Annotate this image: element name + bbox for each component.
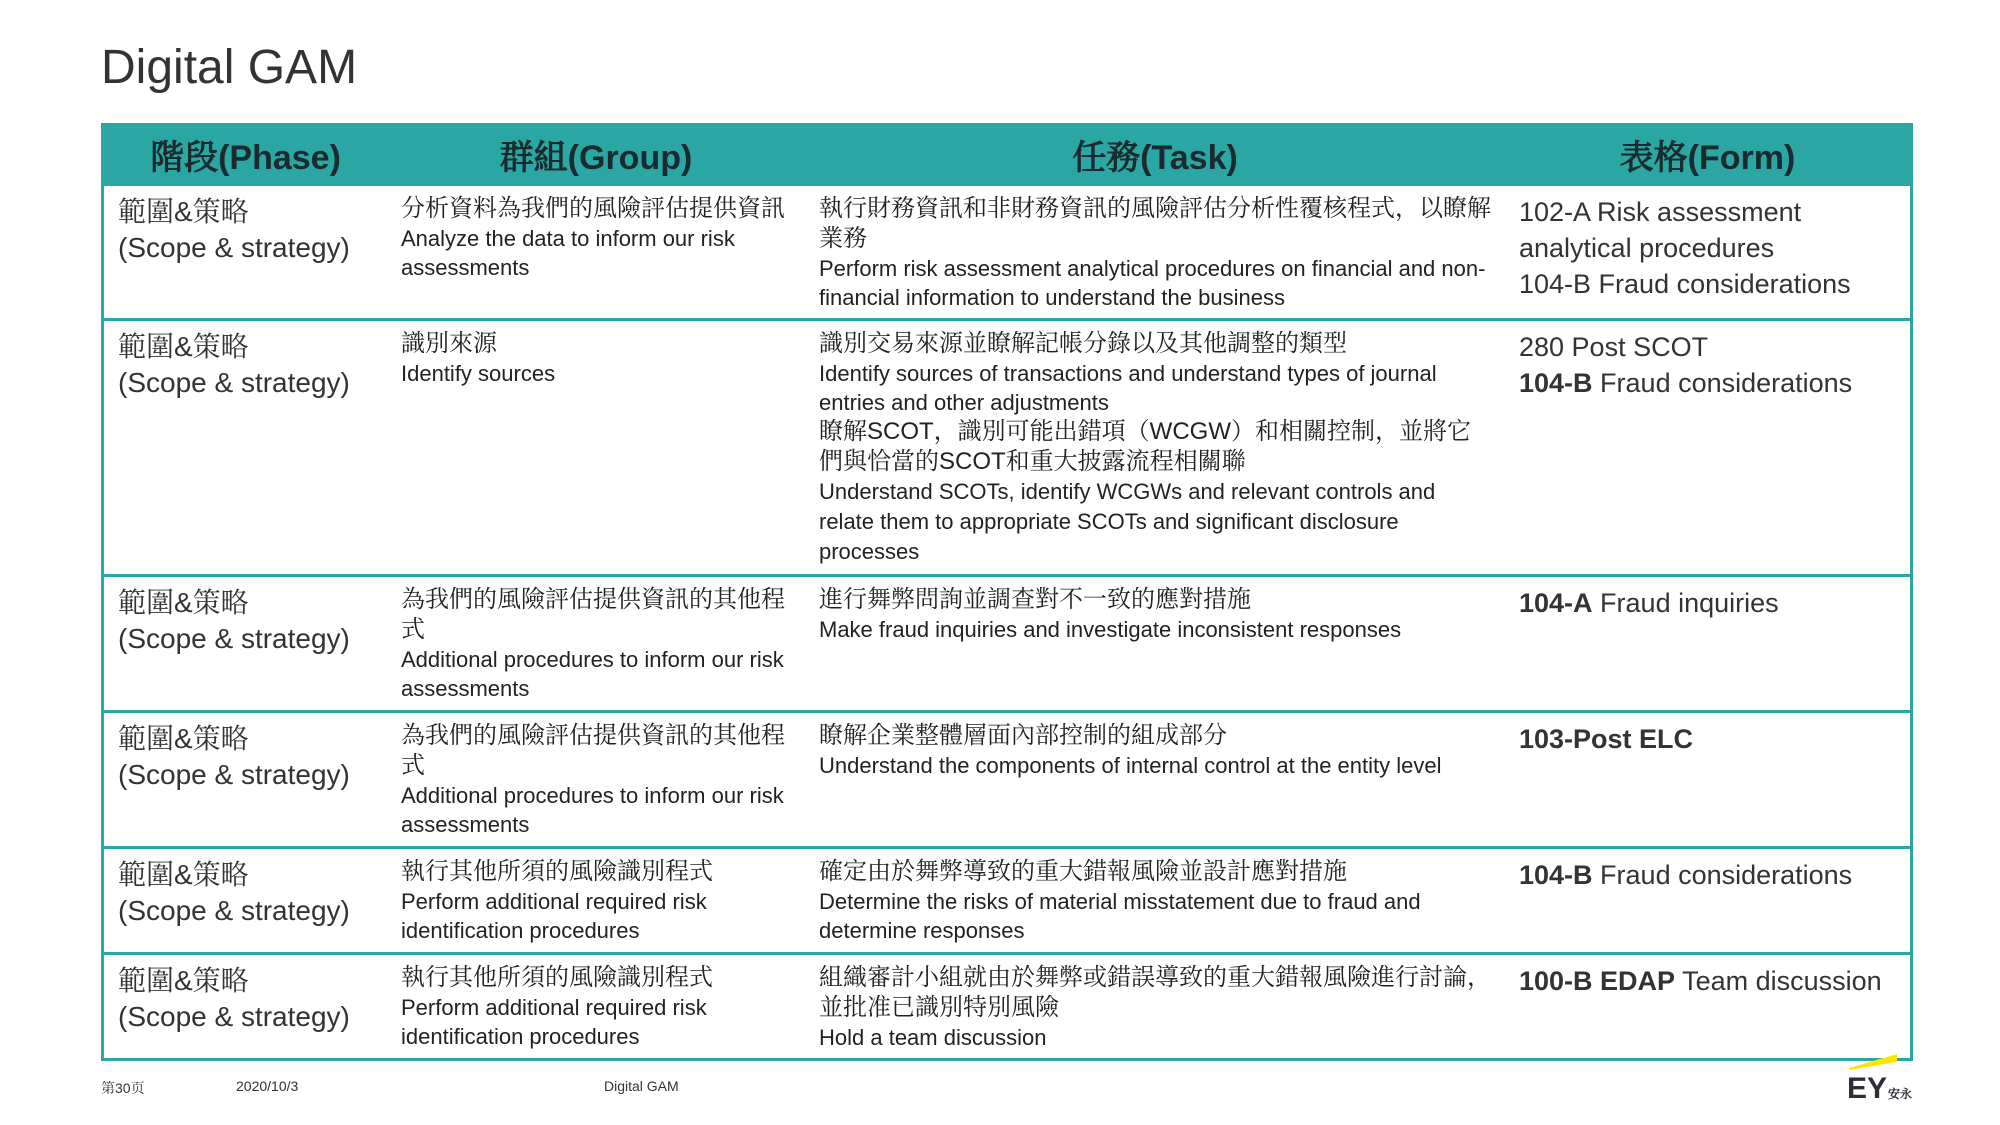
phase-en: (Scope & strategy) <box>118 367 350 398</box>
phase-cell <box>104 186 387 320</box>
task-en: Understand the components of internal control at the entity level <box>819 753 1442 778</box>
group-zh: 為我們的風險評估提供資訊的其他程式 <box>401 722 785 779</box>
phase-cell <box>104 848 387 954</box>
group-zh: 執行其他所須的風險識別程式 <box>401 858 713 885</box>
task-zh: 瞭解企業整體層面內部控制的組成部分 <box>819 722 1227 749</box>
table-row <box>104 186 1910 320</box>
form-line <box>1519 963 1896 999</box>
phase-zh: 範圍&策略 <box>118 723 249 754</box>
task-cell <box>805 186 1505 320</box>
ey-logo-beam <box>1849 1054 1897 1070</box>
phase-zh: 範圍&策略 <box>118 859 249 890</box>
phase-cell <box>104 320 387 576</box>
form-text: Team discussion <box>1675 966 1882 996</box>
form-code: 104-B <box>1519 860 1593 890</box>
ey-logo <box>1845 1052 1915 1102</box>
group-zh: 分析資料為我們的風險評估提供資訊 <box>401 195 785 222</box>
phase-cell <box>104 576 387 712</box>
form-line <box>1519 365 1896 401</box>
task-zh: 識別交易來源並瞭解記帳分錄以及其他調整的類型 <box>819 330 1347 357</box>
form-text: Fraud inquiries <box>1592 588 1779 618</box>
phase-en: (Scope & strategy) <box>118 232 350 263</box>
ey-logo-icon <box>1845 1052 1915 1102</box>
footer-page-number: 第30页 <box>101 1080 145 1096</box>
phase-zh: 範圍&策略 <box>118 196 249 227</box>
form-cell <box>1505 954 1910 1059</box>
form-text: Fraud considerations <box>1592 368 1853 398</box>
phase-cell <box>104 954 387 1059</box>
form-text: Fraud considerations <box>1592 860 1853 890</box>
group-cell <box>387 712 805 848</box>
footer-date: 2020/10/3 <box>236 1078 299 1094</box>
task-cell <box>805 848 1505 954</box>
group-zh: 識別來源 <box>401 330 497 357</box>
group-zh: 為我們的風險評估提供資訊的其他程式 <box>401 586 785 643</box>
task-zh: 瞭解SCOT，識別可能出錯項（WCGW）和相關控制，並將它們與恰當的SCOT和重大披露流程相關聯 <box>819 418 1471 475</box>
task-en: Understand SCOTs, identify WCGWs and relevant controls and relate them to appropriate SCOTs and significant disclosure processes <box>819 479 1436 564</box>
form-code: 103-Post ELC <box>1519 724 1694 754</box>
group-en: Additional procedures to inform our risk assessments <box>401 647 784 701</box>
task-zh: 執行財務資訊和非財務資訊的風險評估分析性覆核程式，以瞭解業務 <box>819 195 1491 252</box>
table-row <box>104 576 1910 712</box>
form-code: 100-B EDAP <box>1519 966 1676 996</box>
phase-cell <box>104 712 387 848</box>
phase-zh: 範圍&策略 <box>118 587 249 618</box>
form-cell <box>1505 712 1910 848</box>
form-line: 280 Post SCOT <box>1519 332 1709 362</box>
form-cell <box>1505 186 1910 320</box>
form-line <box>1519 585 1896 621</box>
form-code: 104-A <box>1519 588 1593 618</box>
task-zh: 組織審計小組就由於舞弊或錯誤導致的重大錯報風險進行討論，並批准已識別特別風險 <box>819 964 1491 1021</box>
group-en: Analyze the data to inform our risk assessments <box>401 226 735 280</box>
task-cell <box>805 576 1505 712</box>
group-cell <box>387 186 805 320</box>
form-line: 104-B Fraud considerations <box>1519 269 1851 299</box>
task-en: Perform risk assessment analytical procedures on financial and non-financial information to understand the business <box>819 256 1486 310</box>
task-cell <box>805 954 1505 1059</box>
task-cell <box>805 712 1505 848</box>
task-zh: 確定由於舞弊導致的重大錯報風險並設計應對措施 <box>819 858 1347 885</box>
task-en: Make fraud inquiries and investigate inconsistent responses <box>819 617 1402 642</box>
table-row <box>104 954 1910 1059</box>
form-cell <box>1505 848 1910 954</box>
table-row <box>104 712 1910 848</box>
table-row <box>104 848 1910 954</box>
header-phase: 階段(Phase) <box>104 123 387 186</box>
phase-zh: 範圍&策略 <box>118 331 249 362</box>
gam-table <box>104 123 1910 1058</box>
group-cell <box>387 576 805 712</box>
task-en: Identify sources of transactions and understand types of journal entries and other adjustments <box>819 361 1437 415</box>
group-en: Perform additional required risk identification procedures <box>401 889 707 943</box>
ey-logo-text: EY <box>1847 1072 1888 1102</box>
page-title: Digital GAM <box>101 41 358 94</box>
phase-en: (Scope & strategy) <box>118 895 350 926</box>
group-zh: 執行其他所須的風險識別程式 <box>401 964 713 991</box>
form-line: 102-A Risk assessment analytical procedures <box>1519 197 1802 263</box>
phase-en: (Scope & strategy) <box>118 1001 350 1032</box>
table-header-row <box>104 123 1910 186</box>
footer-doc-name: Digital GAM <box>604 1078 679 1094</box>
task-en: Hold a team discussion <box>819 1025 1047 1050</box>
group-en: Perform additional required risk identification procedures <box>401 995 707 1049</box>
form-cell <box>1505 320 1910 576</box>
form-line <box>1519 857 1896 893</box>
group-cell <box>387 320 805 576</box>
gam-table-container <box>101 123 1913 1061</box>
group-cell <box>387 954 805 1059</box>
form-code: 104-B <box>1519 368 1593 398</box>
phase-zh: 範圍&策略 <box>118 965 249 996</box>
header-task: 任務(Task) <box>805 123 1505 186</box>
task-cell <box>805 320 1505 576</box>
task-en: Determine the risks of material misstatement due to fraud and determine responses <box>819 889 1421 943</box>
table-row <box>104 320 1910 576</box>
ey-logo-subtext: 安永 <box>1888 1087 1913 1101</box>
group-cell <box>387 848 805 954</box>
phase-en: (Scope & strategy) <box>118 623 350 654</box>
group-en: Identify sources <box>401 361 556 386</box>
phase-en: (Scope & strategy) <box>118 759 350 790</box>
header-group: 群組(Group) <box>387 123 805 186</box>
form-cell <box>1505 576 1910 712</box>
task-zh: 進行舞弊問詢並調查對不一致的應對措施 <box>819 586 1251 613</box>
header-form: 表格(Form) <box>1505 123 1910 186</box>
form-line <box>1519 721 1896 757</box>
group-en: Additional procedures to inform our risk assessments <box>401 783 784 837</box>
